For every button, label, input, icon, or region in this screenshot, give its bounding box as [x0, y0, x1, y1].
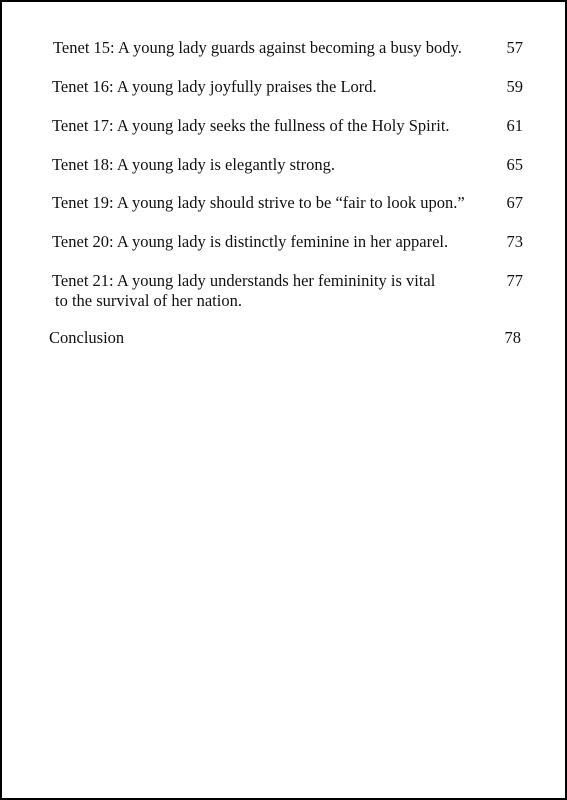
- toc-entry-title: Tenet 15: A young lady guards against becoming a busy body.: [53, 38, 462, 57]
- toc-entry-title: Tenet 19: A young lady should strive to be “fair to look upon.”: [52, 193, 465, 212]
- toc-entry-title: Tenet 18: A young lady is elegantly strong.: [52, 155, 335, 174]
- toc-entry-page-number: 57: [506, 38, 523, 57]
- toc-entry-title: [52, 271, 435, 311]
- toc-entry-page-number: 61: [506, 116, 523, 135]
- toc-entry-page-number: 65: [506, 155, 523, 174]
- toc-entry-page-number: 77: [506, 271, 523, 290]
- toc-entry-title: Conclusion: [49, 328, 125, 347]
- toc-entry-title-line-1: Tenet 21: A young lady understands her femininity is vital: [52, 271, 436, 290]
- toc-entry-page-number: 67: [506, 193, 523, 212]
- toc-entry-title: Tenet 20: A young lady is distinctly feminine in her apparel.: [52, 232, 449, 251]
- toc-entry-page-number: 73: [506, 232, 523, 251]
- toc-entry-page-number: 59: [506, 77, 523, 96]
- toc-entry-title: Tenet 17: A young lady seeks the fullness of the Holy Spirit.: [52, 116, 450, 135]
- toc-entry-title: Tenet 16: A young lady joyfully praises the Lord.: [52, 77, 377, 96]
- toc-entry-page-number: 78: [504, 328, 521, 347]
- toc-entry-title-line-2: to the survival of her nation.: [55, 291, 242, 310]
